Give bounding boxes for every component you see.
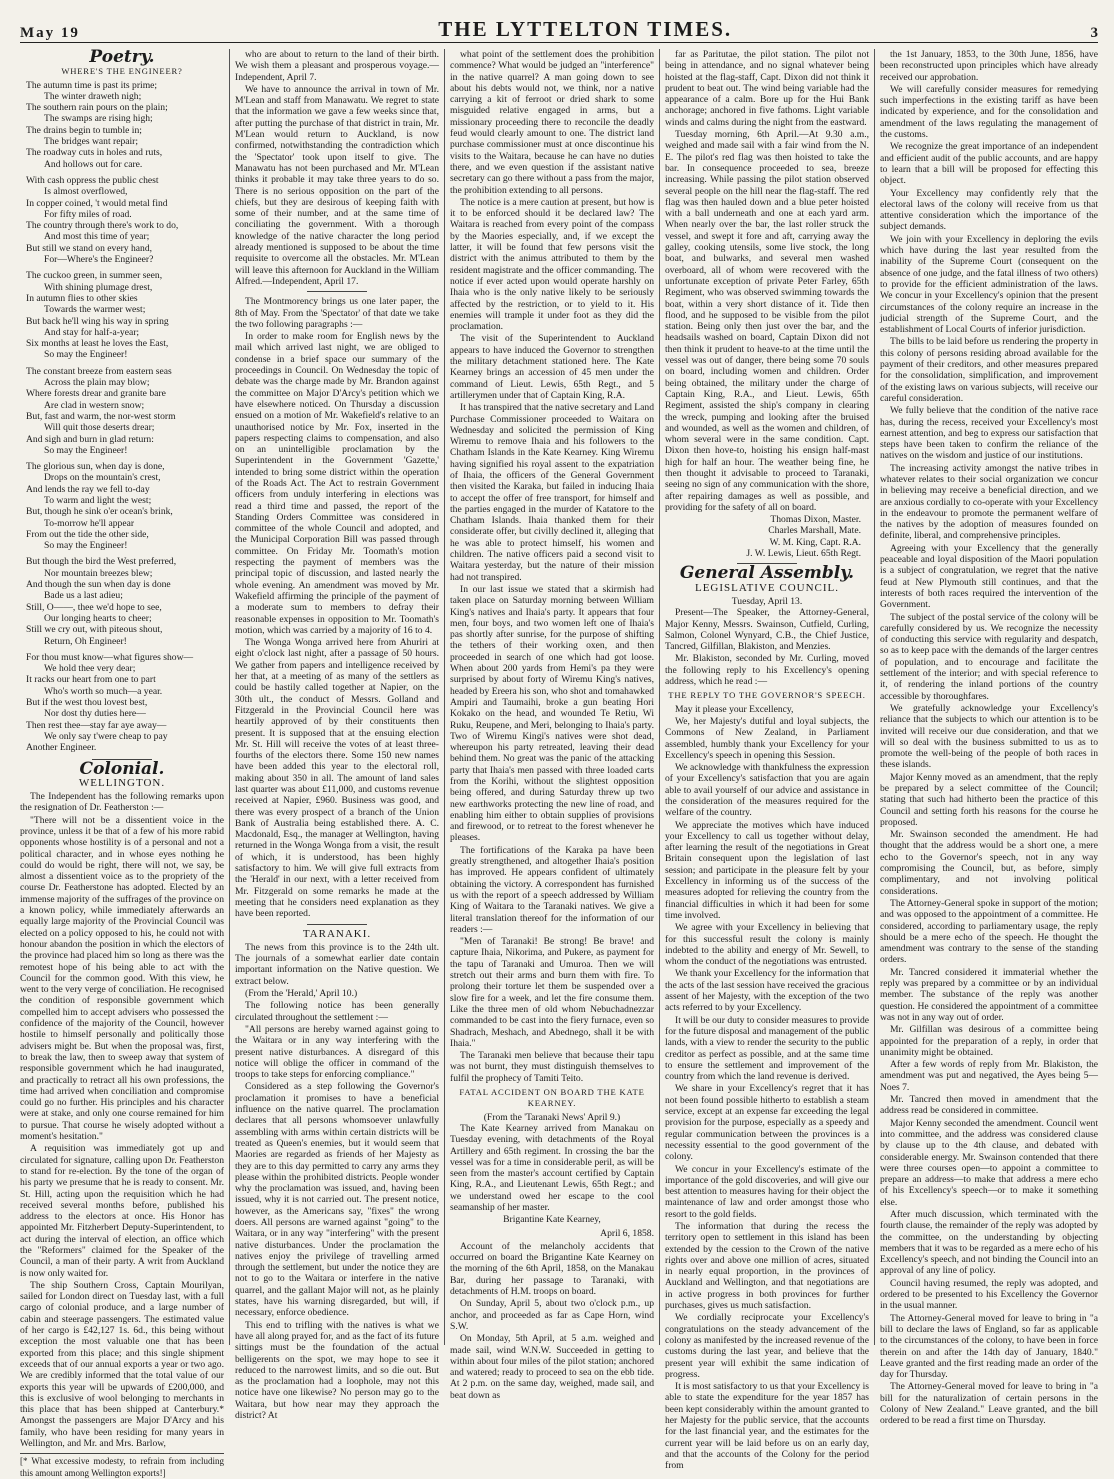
paragraph: Agreeing with your Excellency that the generally peaceable and loyal disposition of the Maori population is a subject of congratulation, we regret that the native feud at New Plymouth still continues, and that the interests of both races required the intervention of the Government.	[880, 542, 1098, 611]
paragraph: The Attorney-General spoke in support of the motion; and was opposed to the appointment of a committee. He considered, according to parliamentary usage, the reply should be a mere echo of the speech. He thought the amendment was contrary to the sense of the standing orders.	[880, 897, 1098, 966]
signature-line: J. W. Lewis, Lieut. 65th Regt.	[746, 548, 861, 560]
poem-line: The southern rain pours on the plain;	[26, 102, 168, 114]
divider	[307, 291, 367, 292]
poem-line: Across the plain may blow;	[44, 377, 150, 389]
poem-line: In autumn flies to other skies	[26, 292, 138, 304]
poem-line: Still, O——, thee we'd hope to see,	[26, 601, 162, 613]
poem-line: We hold thee very dear;	[44, 663, 136, 675]
poetry-section-heading: Poetry.	[89, 47, 155, 67]
general-assembly-heading: General Assembly.	[679, 563, 855, 584]
poem-line: And sigh and burn in glad return:	[26, 433, 154, 445]
paragraph: Your Excellency may confidently rely that the electoral laws of the colony will receive from us that attentive consideration which the importance of the subject demands.	[880, 187, 1098, 233]
poem-line: And stay for half-a-year;	[44, 326, 140, 338]
paragraph: The information that during the recess the territory open to settlement in this island has been extended by the cession to the Crown of the native rights over and above one million of acres, situated in nearly equal proportion, in the provinces of Auckland and Wellington, and that negotiations are in active progress in both provinces for further purchases, gives us much satisfaction.	[665, 1220, 869, 1312]
fatal-accident-report	[450, 1241, 654, 1401]
colonial-section-heading: Colonial.	[79, 758, 165, 779]
masthead	[20, 16, 1098, 43]
paragraph: who are about to return to the land of their birth. We wish them a pleasant and prosperous voyage.—Independent, April 7.	[235, 49, 439, 83]
paragraph: The Wonga Wonga arrived here from Ahuriri at eight o'clock last night, after a passage of 50 hours. We gather from papers and intelligence received by her that, at a meeting of as many of the settlers as could be hastily called together at Napier, on the 30th ult., the conduct of Messrs. Golland and Fitzgerald in the Provincial Council here was heartily approved of by their constituents then present. It is supposed that at the ensuing election Mr. St. Hill will receive the votes of at least three-fourths of the electors there. Some 150 new names have been added this year to the electoral roll, making about 350 in all. The amount of land sales last quarter was about £11,000, and customs revenue received at Napier, £960. Business was good, and there was every prospect of a branch of the Union Bank of Australia being established there. A. C. Macdonald, Esq., the manager at Wellington, having returned in the Wonga Wonga from a visit, the result of which, it is understood, has been highly satisfactory to him. We will give full extracts from the 'Herald' in our next, with a letter received from Mr. Fitzgerald on some remarks he made at the meeting that he considers need explanation as they have been reported.	[235, 637, 439, 920]
poem-line: From out the tide the other side,	[26, 528, 149, 540]
poem-line: Is almost overflowed,	[44, 186, 128, 198]
fatal-accident-source: (From the 'Taranaki News' April 9.)	[483, 1111, 621, 1123]
spectator-extracts	[235, 296, 439, 919]
paragraph: We concur in your Excellency's estimate of the importance of the gold discoveries, and will give our best attention to measures having for their object the maintenance of law and order amongst those who resort to the gold fields.	[665, 1163, 869, 1220]
paragraph: We agree with your Excellency in believing that for this successful result the colony is mainly indebted to the ability and energy of Mr. Sewell, to whom the conduct of the negotiations was entrusted.	[665, 922, 869, 968]
footnote: [* What excessive modesty, to refrain from including this amount among Wellington exports!]	[20, 1453, 224, 1479]
poem-line: And hollows out for care.	[44, 158, 143, 170]
poem-line: But if the west thou lovest best,	[26, 697, 148, 709]
paragraph: We fully believe that the condition of the native race has, during the recess, received your Excellency's most earnest attention, and beg to express our satisfaction that steps have been taken to confirm the reliance of the natives on the wisdom and justice of our institutions.	[880, 405, 1098, 462]
signature-line: Charles Marshall, Mate.	[768, 525, 861, 537]
paragraph: The news from this province is to the 24th ult. The journals of a somewhat earlier date contain important information on the Native question. We extract below.	[235, 941, 439, 987]
paragraph: The increasing activity amongst the native tribes in whatever relates to their social organization we concur in believing may receive a beneficial direction, and we are anxious cordially to co-operate with your Excellency in the endeavour to promote the permanent welfare of the natives by the adoption of measures founded on definite, liberal, and comprehensive principles.	[880, 462, 1098, 542]
poem-line: The drains begin to tumble in;	[26, 124, 142, 136]
poem-title: WHERE'S THE ENGINEER?	[61, 66, 183, 77]
paragraph: Mr. Blakiston, seconded by Mr. Curling, moved the following reply to his Excellency's opening address, which he read :—	[665, 653, 869, 688]
poem-line: But though the bird the West preferred,	[26, 556, 177, 568]
paragraph: After a few words of reply from Mr. Blakiston, the amendment was put and negatived, the Ayes being 5—Noes 7.	[880, 1059, 1098, 1093]
signature-line: Thomas Dixon, Master.	[770, 514, 861, 526]
poem-line: The bridges want repair;	[44, 136, 139, 148]
paragraph: Tuesday morning, 6th April.—At 9.30 a.m., weighed and made sail with a fair wind from the N. E. The pilot's red flag was then hoisted to take the bar. In consequence proceeded to sea, breeze increasing. While passing the pilot station observed several people on the hill near the flag-staff. The red flag was then hauled down and a blue peter hoisted with a ball underneath and one at each yard arm. When nearly over the bar, the last roller struck the vessel, and swept it fore and aft, carrying away the galley, cooking utensils, some live stock, the long boat, and bulwarks, and several men washed overboard, all of whom were recovered with the unfortunate exception of private Peter Farley, 65th Regiment, who was observed swimming towards the boat, within a very short distance of it. Tide then flood, and he supposed to be visible from the pilot station. Being only then just over the bar, and the headsails washed on board, Captain Dixon did not then think it prudent to heave-to at the time until the vessel was out of danger, there being some 70 souls on board, including women and children. Order being obtained, the military under the charge of Captain King, R.A., and Lieut. Lewis, 65th Regiment, assisted the ship's company in clearing the wreck, pumping and looking after the bruised and wounded, as well as the women and children, of whom several were in the same condition. Capt. Dixon then hove-to, hoisting his ensign half-mast high for half an hour. The weather being fine, he then thought it advisable to proceed to Taranaki, seeing no sign of any communication with the shore, after repairing damages as well as possible, and providing for the safety of all on board.	[665, 129, 869, 513]
poem-line: The cuckoo green, in summer seen,	[26, 270, 163, 282]
poem-line: Who's worth so much—a year.	[44, 685, 163, 697]
paragraph: The subject of the postal service of the colony will be carefully considered by us. We recognize the necessity of conducting this service with regularity and despatch, so as to keep pace with the demands of the larger centres of population, and to encourage and facilitate the settlement of the interior; and with special reference to it, of rendering the inland portions of the country accessible by thoroughfares.	[880, 611, 1099, 702]
paragraph: The Taranaki men believe that because their tapu was not burnt, they must distinguish themselves to fulfil the prophecy of Tamiti Teito.	[450, 1050, 654, 1084]
paragraph: Present—The Speaker, the Attorney-General, Major Kenny, Messrs. Swainson, Cutfield, Curling, Salmon, Colonel Wynyard, C.B., the Chief Justice, Tancred, Gilfillan, Blakiston, and Menzies.	[665, 607, 869, 653]
paragraph: Considered as a step following the Governor's proclamation it promises to have a beneficial influence on the native quarrel. The proclamation declares that all persons whomsoever unlawfully assembling with arms within certain districts will be treated as Queen's enemies, but it would seem that Maories are regarded as friends of her Majesty as they are to this day permitted to carry any arms they please within the prohibited districts. People wonder why the proclamation was issued, and, having been issued, why it is not carried out. The present notice, however, as the Americans say, "fixes" the wrong doers. All persons are warned against "going" to the Waitara, or in any way "interfering" with the present native disturbances. Under the proclamation the natives enjoy the privilege of travelling armed through the settlement, but under the notice they are not to go to the Waitara or interfere in the native quarrel, and the gallant Major will not, as he plainly states, have his warning disregarded, but will, if necessary, enforce obedience.	[235, 1081, 439, 1319]
poem-stanza	[26, 175, 224, 265]
poem-stanza	[26, 556, 224, 646]
paragraph: Mr. Gilfillan was desirous of a committee being appointed for the preparation of a reply, in order that unanimity might be obtained.	[880, 1024, 1098, 1058]
paragraph: (From the 'Herald,' April 10.)	[245, 988, 358, 1000]
signature-line: W. M. King, Capt. R.A.	[769, 536, 861, 548]
taranaki-continued	[450, 49, 654, 1084]
poem-line: With cash oppress the public chest	[26, 174, 159, 186]
newspaper-columns	[20, 47, 1099, 1478]
poem-line: Return, Oh Engineer!	[44, 635, 127, 647]
paragraph: far as Paritutae, the pilot station. The pilot not being in attendance, and no signal whatever being hoisted at the flag-staff, Capt. Dixon did not think it prudent to beat out. The wind being variable had the appearance of a calm. Bore up for the Hui Bank anchorage; anchored in five fathoms. Light variable winds and calms during the night from the eastward.	[665, 49, 869, 128]
poem-line: For thou must know—what figures show—	[26, 651, 194, 663]
column-5	[880, 49, 1099, 1427]
poem-line: But, though he sink o'er ocean's brink,	[26, 506, 173, 518]
poem-line: The country through there's work to do,	[26, 220, 179, 232]
poem-line: Our longing hearts to cheer;	[44, 612, 152, 624]
poem-line: And most this time of year;	[44, 231, 150, 243]
paragraph: "There will not be a dissentient voice in the province, unless it be that of a few of his more rabid opponents whose hostility is of a personal and not a political character, and in whose eyes nothing he could do would be right, there will not, we say, be almost a dissentient voice as to the propriety of the course Dr. Featherstone has adopted. Elected by an immense majority of the suffrages of the province on a known policy, while immediately afterwards an equally large majority of the Provincial Council was elected on a policy opposed to his, he could not with honour abandon the position in which the electors of the province had placed him so long as there was the remotest hope of his being able to act with the Council for the common good. With this view, he went to the very verge of conciliation. He recognised the condition of responsible government which compelled him to accept advisers who possessed the confidence of the majority of the Council, however hostile to himself personally and politically those advisers might be. But when the proposal was, first, to break the law, then to sweep away that system of responsible government which he had inaugurated, and practically to retract all his own professions, the time had arrived when conciliation and compromise could go no further. His principles and his character were at stake, and only one course remained for him to pursue. That course he wisely adopted without a moment's hesitation."	[20, 814, 224, 1143]
paragraph: In our last issue we stated that a skirmish had taken place on Saturday morning between William King's natives and Ihaia's party. It appears that four men, four boys, and two women left one of Ihaia's pas shortly after sunrise, for the purpose of shifting the tethers of their working oxen, and then proceeded in search of one which had got loose. When about 200 yards from Hemi's pa they were surprised by about forty of Wiremu King's natives, headed by Ereera his son, who shot and tomahawked Ampiri and Taumaihi, broke a gun beating Hori Kokako on the head, and wounded Te Retiu, Wi Ruku, Reupene, and Meri, belonging to Ihaia's party. Two of Wiremu Kingi's natives were shot dead, whereupon his party retreated, leaving their dead behind them. No great was the panic of the attacking party that Ihaia's men passed with three loaded carts from the Korihi, without the slightest opposition being offered, and during Saturday threw up two new earthworks protecting the new line of road, and enabling him either to obtain supplies of provisions and firewood, or to retreat to the forest whenever he pleases.	[450, 583, 654, 844]
paragraph: Major Kenny seconded the amendment. Council went into committee, and the address was considered clause by clause up to the 4th clause, and debated with considerable energy. Mr. Swainson contended that there were three courses open—to appoint a committee to prepare an address—to make that address a mere echo of his Excellency's speech—or to make it something else.	[880, 1117, 1098, 1208]
poem-line: The autumn time is past its prime;	[26, 79, 158, 91]
paragraph: We thank your Excellency for the information that the acts of the last session have received the gracious assent of her Majesty, with the exception of the two acts referred to by your Excellency.	[665, 968, 869, 1014]
poem-line: The winter draweth nigh;	[44, 90, 142, 102]
taranaki-article	[235, 942, 439, 1421]
poem-line: Bade us a last adieu;	[44, 590, 123, 602]
paragraph: We will carefully consider measures for remedying such imperfections in the existing tariff as have been indicated by experience, and for the consolidation and amendment of the laws regulating the management of the customs.	[880, 83, 1098, 141]
paragraph: The notice is a mere caution at present, but how is it to be enforced should it be declared law? The Waitara is reached from every point of the compass by the Maories especially, and, if we except the latter, it will be found that few persons visit the district with the animus attributed to them by the resident magistrate and the officer commanding. The notice if ever acted upon would operate harshly on Ihaia who is the only native likely to be seriously affected by the restriction, or to yield to it. His enemies will trample it under foot as they did the proclamation.	[450, 196, 654, 333]
paragraph: Mr. Tancred then moved in amendment that the address read be considered in committee.	[880, 1094, 1098, 1117]
column-1	[20, 47, 224, 1478]
paragraph: The bills to be laid before us rendering the property in this colony of persons residing abroad available for the payment of their creditors, and other measures prepared for the consolidation, simplification, and improvement of the existing laws on various subjects, will receive our careful consideration.	[880, 336, 1098, 404]
poem-line: And lends the ray we fell to-day	[26, 483, 150, 495]
poem-line: Are clad in western snow;	[44, 399, 145, 411]
page-number: 3	[1090, 25, 1098, 41]
poem-line: And though the sun when day is done	[26, 579, 171, 591]
poem-line: For—Where's the Engineer?	[44, 254, 154, 266]
paragraph: The Montmorency brings us one later paper, the 8th of May. From the 'Spectator' of that date we take the two following paragraphs :—	[235, 296, 439, 330]
fatal-accident-intro	[450, 1123, 654, 1213]
brigantine-line: Brigantine Kate Kearney,	[503, 1214, 601, 1226]
poem-line: Six months at least he loves the East,	[26, 338, 169, 350]
taranaki-heading: TARANAKI.	[302, 927, 372, 940]
poem-line: The swamps are rising high;	[44, 113, 153, 125]
paragraph: Council having resumed, the reply was adopted, and ordered to be presented to his Excellency the Governor in the usual manner.	[880, 1277, 1098, 1312]
paragraph: Mr. Tancred considered it immaterial whether the reply was prepared by a committee or by an individual member. The substance of the reply was another question. He considered the appointment of a committee was not in any way out of order.	[880, 966, 1098, 1023]
paragraph: Account of the melancholy accidents that occurred on board the Brigantine Kate Kearney on the morning of the 6th April, 1858, on the Manakau Bar, during her passage to Taranaki, with detachments of H.M. troops on board.	[450, 1240, 654, 1298]
poem-stanza	[26, 366, 224, 456]
column-2	[235, 49, 439, 1422]
paragraph: what point of the settlement does the prohibition commence? What would be judged an "interference" in the native quarrel? A man going down to see about his debts would not, we think, nor a native carrying a kit of ferroot or dried shark to some misguided relative engaged in arms, but a missionary proceeding there to reconcile the deadly feud would clearly amount to one. The district land purchase commissioner must at once discontinue his visits to the Waitara, because he can have no duties there, and we even question if the assistant native secretary can go there without a pass from the major, the prohibition extending to all persons.	[450, 49, 654, 196]
paragraph: We acknowledge with thankfulness the expression of your Excellency's satisfaction that you are again able to avail yourself of our advice and assistance in the consideration of the measures required for the welfare of the country.	[665, 762, 869, 819]
reply-heading: THE REPLY TO THE GOVERNOR'S SPEECH.	[668, 690, 866, 701]
paragraph: We share in your Excellency's regret that it has not been found possible hitherto to establish a steam service, except at an expense far exceeding the legal provision for the purpose, especially as a speedy and regular communication between the provinces is a necessity essential to the good government of the colony.	[665, 1083, 869, 1163]
newspaper-title: THE LYTTELTON TIMES.	[438, 17, 733, 41]
poem-line: Nor mountain breezes blew;	[44, 567, 153, 579]
paragraph: On Monday, 5th April, at 5 a.m. weighed and made sail, wind W.N.W. Succeeded in getting to within about four miles of the pilot station; anchored and watered; ready to proceed to sea on the ebb tide. At 2 p.m. on the same day, weighed, made sail, and beat down as	[450, 1333, 654, 1401]
paragraph: We have to announce the arrival in town of Mr. M'Lean and staff from Manawatu. We regret to state that the information we gave a few weeks since that, after putting the purchase of that district in train, Mr. M'Lean would return to Auckland, is now confirmed, notwithstanding the contradiction which the 'Spectator' took upon itself to give. The Manawatu has not been purchased and Mr. M'Lean thinks it probable it may take three years to do so. There is no serious opposition on the part of the chiefs, but they are desirous of keeping faith with some of their number, and at the same time of conciliating the government. With a thorough knowledge of the native character the long period already mentioned is supposed to be about the time requisite to overcome all the obstacles. Mr. M'Lean will leave this afternoon for Auckland in the William Alfred.—Independent, April 17.	[235, 83, 439, 287]
wellington-heading: WELLINGTON.	[78, 776, 166, 789]
paragraph: The Independent has the following remarks upon the resignation of Dr. Featherston :—	[20, 791, 224, 814]
poem-line: But still we stand on every hand,	[26, 242, 153, 254]
poem-line: For fifty miles of road.	[44, 208, 132, 220]
report-signatures	[665, 514, 869, 559]
fatal-accident-heading: FATAL ACCIDENT ON BOARD THE KATE KEARNEY.	[459, 1087, 645, 1109]
poem-stanza	[26, 461, 224, 551]
paragraph: This end to trifling with the natives is what we have all along prayed for, and as the fact of its future sittings must be the foundation of the actual belligerents on the spot, we may hope to see it reduced to the narrowest limits, and so die out. But as the proclamation had a loophole, may not this notice have one likewise? No person may go to the Waitara, but how near may they approach the district? At	[235, 1319, 439, 1422]
poem-line: Another Engineer.	[26, 742, 97, 754]
paragraph: We cordially reciprocate your Excellency's congratulations on the steady advancement of the colony as manifested by the increased revenue of the customs during the last year, and believe that the present year will exhibit the same indication of progress.	[665, 1312, 869, 1380]
column-4	[665, 49, 869, 1472]
paragraph: the 1st January, 1853, to the 30th June, 1856, have been reconstructed upon principles which have already received our approbation.	[880, 49, 1098, 83]
column-rule	[874, 49, 875, 1345]
poem-line: But back he'll wing his way in spring	[26, 315, 169, 327]
poem-line: But, fast and warm, the nor-west storm	[26, 410, 176, 422]
paragraph: The visit of the Superintendent to Auckland appears to have induced the Governor to strengthen the military detachment stationed here. The Kate Kearney brings an accession of 45 men under the command of Lieut. Lewis, 65th Regt., and 5 artillerymen under that of Captain King, R.A.	[450, 333, 654, 401]
paragraph: We appreciate the motives which have induced your Excellency to call us together without delay, after learning the result of the negotiations in Great Britain consequent upon the legislation of last session; and participate in the pleasure felt by your Excellency in informing us of the success of the measures adopted for relieving the country from the financial difficulties in which it had been for some time involved.	[665, 819, 869, 921]
paragraph: Major Kenny moved as an amendment, that the reply be prepared by a select committee of the Council; stating that such had hitherto been the practice of this Council and setting forth his reasons for the course he proposed.	[880, 771, 1098, 828]
council-proceedings	[665, 607, 869, 687]
session-day: Tuesday, April 13.	[731, 595, 803, 607]
paragraph: The Attorney-General moved for leave to bring in "a bill to declare the laws of England, so far as applicable to the circumstances of the colony, to have been in force therein on and after the 14th day of January, 1840." Leave granted and the first reading made an order of the day for Thursday.	[880, 1312, 1098, 1381]
poem-line: In copper coined, 't would metal find	[26, 197, 168, 209]
poem-line: Where forests drear and granite bare	[26, 388, 166, 400]
paragraph: On Sunday, April 5, about two o'clock p.m., up anchor, and proceeded as far as Cape Horn, wind S.W.	[450, 1298, 654, 1332]
column-rule	[444, 49, 445, 1345]
poem-stanza	[26, 652, 224, 754]
poem-line: So may the Engineer!	[44, 349, 128, 361]
fatal-accident-continued	[665, 49, 869, 513]
column-3	[450, 49, 654, 1401]
paragraph: We join with your Excellency in deploring the evils which have during the last year resulted from the inability of the Supreme Court (consequent on the absence of one judge, and the fatal illness of two others) to provide for the efficient administration of the laws. We concur in your Excellency's opinion that the present circumstances of the colony require an increase in the judicial strength of the Supreme Court, and the establishment of Local Courts of inferior jurisdiction.	[880, 233, 1098, 336]
paragraph: "Men of Taranaki! Be strong! Be brave! and capture Ihaia, Nikorima, and Pukere, as payment for the tapu of Taranaki and Umuroa. Then we will stretch out their arms and burn them with fire. To prolong their torture let them be suspended over a slow fire for a week, and let the fire consume them. Like the three men of old whom Nebuchadnezzar commanded to be cast into the fiery furnace, even so Shadrach, Meshach, and Abednego, shall it be with Ihaia."	[450, 936, 654, 1049]
paragraph: In order to make room for English news by the mail which arrived last night, we are obliged to condense in a brief space our summary of the proceedings in Council. On Wednesday the topic of debate was the charge made by Mr. Brandon against the committee on Major D'Arcy's petition which we have elsewhere noticed. On Thursday a discussion ensued on a motion of Mr. Wakefield's relative to an unauthorised notice by Mr. Fox, inserted in the papers respecting claims to compensation, and also on an unintelligible proclamation by the Superintendent in the Government 'Gazette,' intended to bring some district within the operation of the Roads Act. The Act to restrain Government officers from unduly interfering in elections was read a third time and passed, the report of the Standing Orders Committee was considered in committee of the whole Council and adopted, and the Municipal Corporation Bill was passed through committee. On Friday Mr. Toomath's motion respecting the payment of members was the principal topic of discussion, and lasted nearly the whole evening. An amendment was moved by Mr. Wakefield affirming the principle of the payment of a moderate sum to members to defray their reasonable expenses in opposition to Mr. Toomath's motion, which was carried by a majority of 16 to 4.	[235, 331, 439, 636]
paragraph: The Attorney-General moved for leave to bring in "a bill for the naturalization of certain persons in the Colony of New Zealand." Leave granted, and the bill ordered to be read a first time on Thursday.	[880, 1381, 1098, 1427]
paragraph: May it please your Excellency,	[675, 703, 794, 715]
poem-line: To warm and light the west;	[44, 494, 152, 506]
poem-line: So may the Engineer!	[44, 444, 128, 456]
poem-line: The roadway cuts in holes and ruts,	[26, 147, 163, 159]
poem-line: Nor dost thy duties here—	[44, 708, 146, 720]
paragraph: It is most satisfactory to us that your Excellency is able to state the expenditure for the year 1857 has been kept considerably within the amount granted to her Majesty for the public service, that the accounts for the last financial year, and the estimates for the current year will be laid before us on an early day, and that the accounts of the Colony for the period from	[665, 1381, 869, 1472]
issue-date: May 19	[20, 25, 80, 41]
report-date: April 6, 1858.	[600, 1227, 654, 1239]
paragraph: It has transpired that the native secretary and Land Purchase Commissioner proceeded to Waitara on Wednesday and solicited the permission of King Wiremu to remove Ihaia and his followers to the Chatham Islands in the Kate Kearney. King Wiremu having signified his royal assent to the expatriation of Ihaia, the officers of the General Government then visited the Karaka, but failed in inducing Ihaia to accept the offer of free transport, for himself and the parties engaged in the murder of Katatore to the Chatham Islands. Ihaia thanked them for their considerate offer, but civilly declined it, alleging that he was able to protect himself, his women and children. The native officers paid a second visit to Waitara yesterday, but the nature of their mission had not transpired.	[450, 402, 654, 583]
divider	[307, 924, 367, 925]
poem-line: The glorious sun, when day is done,	[26, 461, 165, 473]
poem-line: Still we cry out, with piteous shout,	[26, 624, 163, 636]
reply-continued	[880, 49, 1098, 1427]
paragraph: We recognize the great importance of an independent and efficient audit of the public accounts, and are happy to learn that a bill will be proposed for effecting this object.	[880, 141, 1098, 187]
poem	[26, 80, 224, 754]
paragraph: It will be our duty to consider measures to provide for the future disposal and management of the public lands, with a view to render the security to the public creditor as perfect as possible, and at the same time to ensure the settlement and improvement of the country from which the land revenue is derived.	[665, 1014, 869, 1083]
poem-line: Then rest thee—stay far aye away—	[26, 719, 167, 731]
poem-line: So may the Engineer!	[44, 540, 128, 552]
poem-line: With shining plumage drest,	[44, 281, 153, 293]
poem-line: We only say t'were cheap to pay	[44, 730, 168, 742]
paragraph: The fortifications of the Karaka pa have been greatly strengthened, and altogether Ihaia's position has improved. He appears confident of ultimately obtaining the victory. A correspondent has furnished us with the report of a speech addressed by William King of Waitara to the Taranaki natives. We give a literal translation thereof for the information of our readers :—	[450, 844, 654, 935]
column-rule	[229, 49, 230, 1345]
paragraph: Mr. Swainson seconded the amendment. He had thought that the address would be a short one, a mere echo to the Governor's speech, not in any way compromising the Council, but, as before, simply complimentary, and not involving political considerations.	[880, 829, 1098, 897]
poem-line: To-morrow he'll appear	[44, 517, 135, 529]
poem-line: It racks our heart from one to part	[26, 674, 156, 686]
poem-line: Drops on the mountain's crest,	[44, 472, 161, 484]
poem-line: Will quit those deserts drear;	[44, 422, 155, 434]
paragraph: After much discussion, which terminated with the fourth clause, the remainder of the reply was adopted by the committee, on the understanding by objecting members that it was to be regarded as a mere echo of his Excellency's speech, and not binding the Council into an approval of any line of policy.	[880, 1208, 1098, 1277]
column-rule	[659, 49, 660, 1345]
wellington-continued	[235, 49, 439, 287]
poem-line: Towards the warmer west;	[44, 304, 146, 316]
paragraph: A requisition was immediately got up and circulated for signature, calling upon Dr. Featherston to stand for re-election. By the tone of the organ of his party we presume that he is ready to consent. Mr. St. Hill, acting upon the requisition which he had received several months before, published his address to the electors at once. His Honor has appointed Mr. Fitzherbert Deputy-Superintendent, to act during the interval of election, an office which the "Reformers" claimed for the Speaker of the Council, a man of their party. A writ from Auckland is now only waited for.	[20, 1143, 224, 1279]
paragraph: The following notice has been generally circulated throughout the settlement :—	[235, 1000, 439, 1023]
paragraph: We, her Majesty's dutiful and loyal subjects, the Commons of New Zealand, in Parliament assembled, humbly thank your Excellency for your Excellency's speech in opening this Session.	[665, 715, 869, 761]
legislative-council-heading: LEGISLATIVE COUNCIL.	[694, 581, 840, 594]
paragraph: The ship Southern Cross, Captain Mourilyan, sailed for London direct on Tuesday last, with a full cargo of colonial produce, and a large number of cabin and steerage passengers. The estimated value of her cargo is £42,127 1s. 6d., this being without exception the most valuable one that has been exported from this place; and this single shipment exceeds that of our annual exports a year or two ago. We are credibly informed that the total value of our exports this year will be upwards of £200,000, and this is exclusive of wool belonging to merchants in this place that has been shipped at Canterbury.* Amongst the passengers are Major D'Arcy and his family, who have been residing for many years in Wellington, and Mr. and Mrs. Barlow,	[20, 1279, 224, 1450]
colonial-article	[20, 791, 224, 1449]
poem-line: The constant breeze from eastern seas	[26, 365, 172, 377]
paragraph: The Kate Kearney arrived from Manakau on Tuesday evening, with detachments of the Royal Artillery and 65th regiment. In crossing the bar the vessel was for a time in considerable peril, as will be seen from the master's account certified by Captain King, R.A., and Lieutenant Lewis, 65th Regt.; and we understand owed her escape to the cool seamanship of her master.	[450, 1122, 654, 1213]
reply-to-speech	[665, 704, 869, 1472]
poem-stanza	[26, 270, 224, 360]
paragraph: "All persons are hereby warned against going to the Waitara or in any way interfering with the present native disturbances. A disregard of this notice will oblige the officer in command of the troops to take steps for enforcing compliance."	[235, 1023, 439, 1081]
paragraph: We gratefully acknowledge your Excellency's reliance that the subjects to which our attention is to be invited will receive our due consideration, and that we will so deal with the business submitted to us as to promote the well-being of the people of both races in these islands.	[880, 702, 1098, 771]
poem-stanza	[26, 80, 224, 170]
